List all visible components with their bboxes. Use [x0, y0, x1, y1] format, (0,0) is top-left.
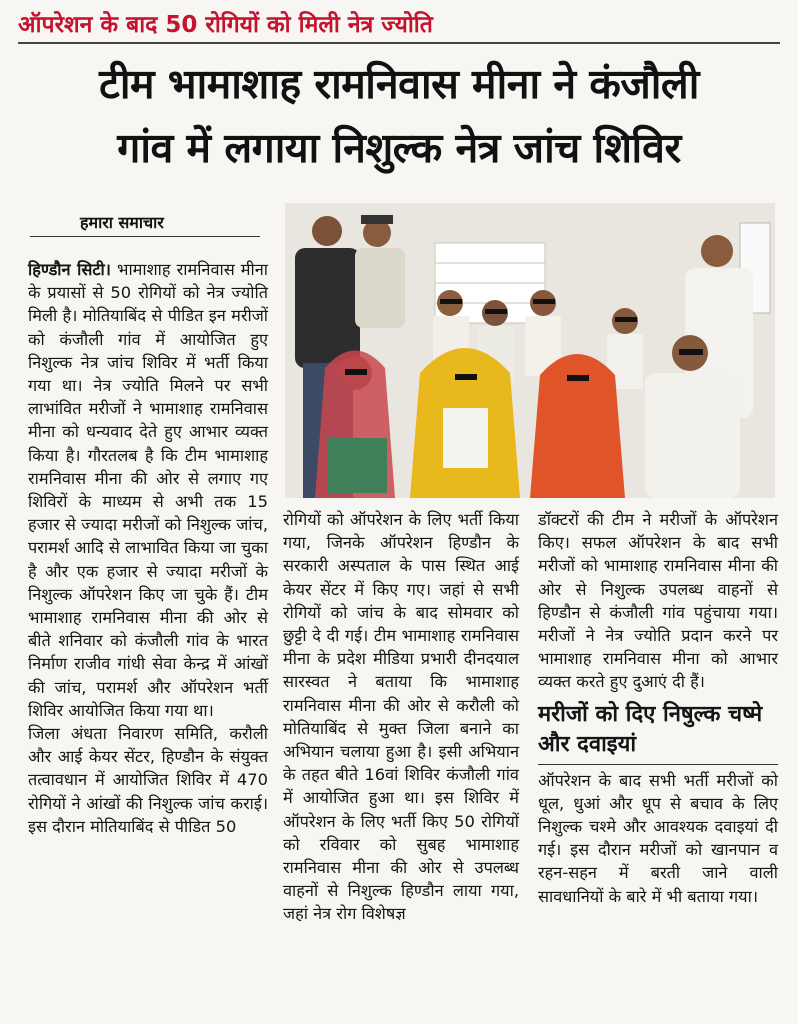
paragraph-3: रोगियों को ऑपरेशन के लिए भर्ती किया गया, जिनके ऑपरेशन हिण्डौन के सरकारी अस्पताल के पास स्थित आई केयर सेंटर में किए गए। जहां से सभी रोगियों को जांच के बाद सोमवार को छुट्टी दे दी गई। टीम भामाशाह रामनिवास मीना के प्रदेश मीडिया प्रभारी दीनदयाल सारस्वत ने बताया कि भामाशाह रामनिवास मीना की ओर से करौली को मोतियाबिंद से मुक्त जिला बनाने का अभियान चलाया हुआ है। इसी अभियान के तहत बीते 16वां शिविर कंजौली गांव में आयोजित हुआ था। इस शिविर में ऑपरेशन के लिए भर्ती किए 50 रोगियों को रविवार को सुबह भामाशाह रामनिवास मीना की ओर से उपलब्ध वाहनों से निशुल्क हिण्डौन लाया गया, जहां नेत्र रोग विशेषज्ञ [283, 510, 519, 924]
paragraph-1 [28, 258, 268, 722]
headline-line-2: गांव में लगाया निशुल्क नेत्र जांच शिविर [117, 124, 681, 172]
byline: हमारा समाचार [30, 211, 260, 237]
dateline: हिण्डौन सिटी। [28, 260, 111, 279]
paragraph-4: डॉक्टरों की टीम ने मरीजों के ऑपरेशन किए। सफल ऑपरेशन के बाद सभी मरीजों को भामाशाह रामनिवास मीना की ओर से निशुल्क उपलब्ध वाहनों से हिण्डौन से कंजौली गांव पहुंचाया गया। मरीजों ने नेत्र ज्योति प्रदान करने पर भामाशाह रामनिवास मीना को आभार व्यक्त करते हुए दुआएं दी हैं। [538, 510, 778, 692]
news-photo [285, 203, 775, 498]
column-1 [28, 258, 268, 838]
paragraph-2: जिला अंधता निवारण समिति, करौली और आई केयर सेंटर, हिण्डौन के संयुक्त तत्वावधान में आयोजित शिविर में 470 रोगियों ने आंखों की निशुल्क जांच कराई। इस दौरान मोतियाबिंद से पीडित 50 [28, 724, 268, 836]
kicker-text: ऑपरेशन के बाद 50 रोगियों को मिली नेत्र ज्योति [18, 12, 433, 38]
column-3 [538, 508, 778, 908]
headline [18, 52, 780, 180]
kicker-strip [18, 10, 780, 44]
column-2 [283, 508, 519, 926]
headline-line-1: टीम भामाशाह रामनिवास मीना ने कंजौली [99, 60, 699, 108]
paragraph-1-text: भामाशाह रामनिवास मीना के प्रयासों से 50 रोगियों को नेत्र ज्योति मिली है। मोतियाबिंद से पीडित इन मरीजों को कंजौली गांव में आयोजित हुए निशुल्क नेत्र जांच शिविर में भर्ती किया गया था। नेत्र ज्योति मिलने पर सभी लाभांवित मरीजों ने भामाशाह रामनिवास मीना को धन्यवाद देते हुए आभार व्यक्त किया है। गौरतलब है कि टीम भामाशाह रामनिवास मीना की ओर से लगाए गए शिविरों के माध्यम से अभी तक 15 हजार से ज्यादा मरीजों को निशुल्क जांच, परामर्श आदि से लाभावित किया जा चुका है और एक हजार से ज्यादा मरीजों के निशुल्क ऑपरेशन किए जा चुके हैं। टीम भामाशाह रामनिवास मीना की ओर से बीते शनिवार को कंजौली गांव के भारत निर्माण राजीव गांधी सेवा केन्द्र में आंखों की जांच, परामर्श और ऑपरेशन भर्ती शिविर आयोजित किया गया था। [28, 260, 269, 720]
group-photo-illustration [285, 203, 775, 498]
subheading: मरीजों को दिए निषुल्क चष्मे और दवाइयां [538, 700, 778, 765]
paragraph-5: ऑपरेशन के बाद सभी भर्ती मरीजों को धूल, धुआं और धूप से बचाव के लिए निशुल्क चश्मे और आवश्यक दवाइयां दी गई। इस दौरान मरीजों को खानपान व रहन-सहन में बरती जाने वाली सावधानियों के बारे में भी बताया गया। [538, 770, 778, 906]
